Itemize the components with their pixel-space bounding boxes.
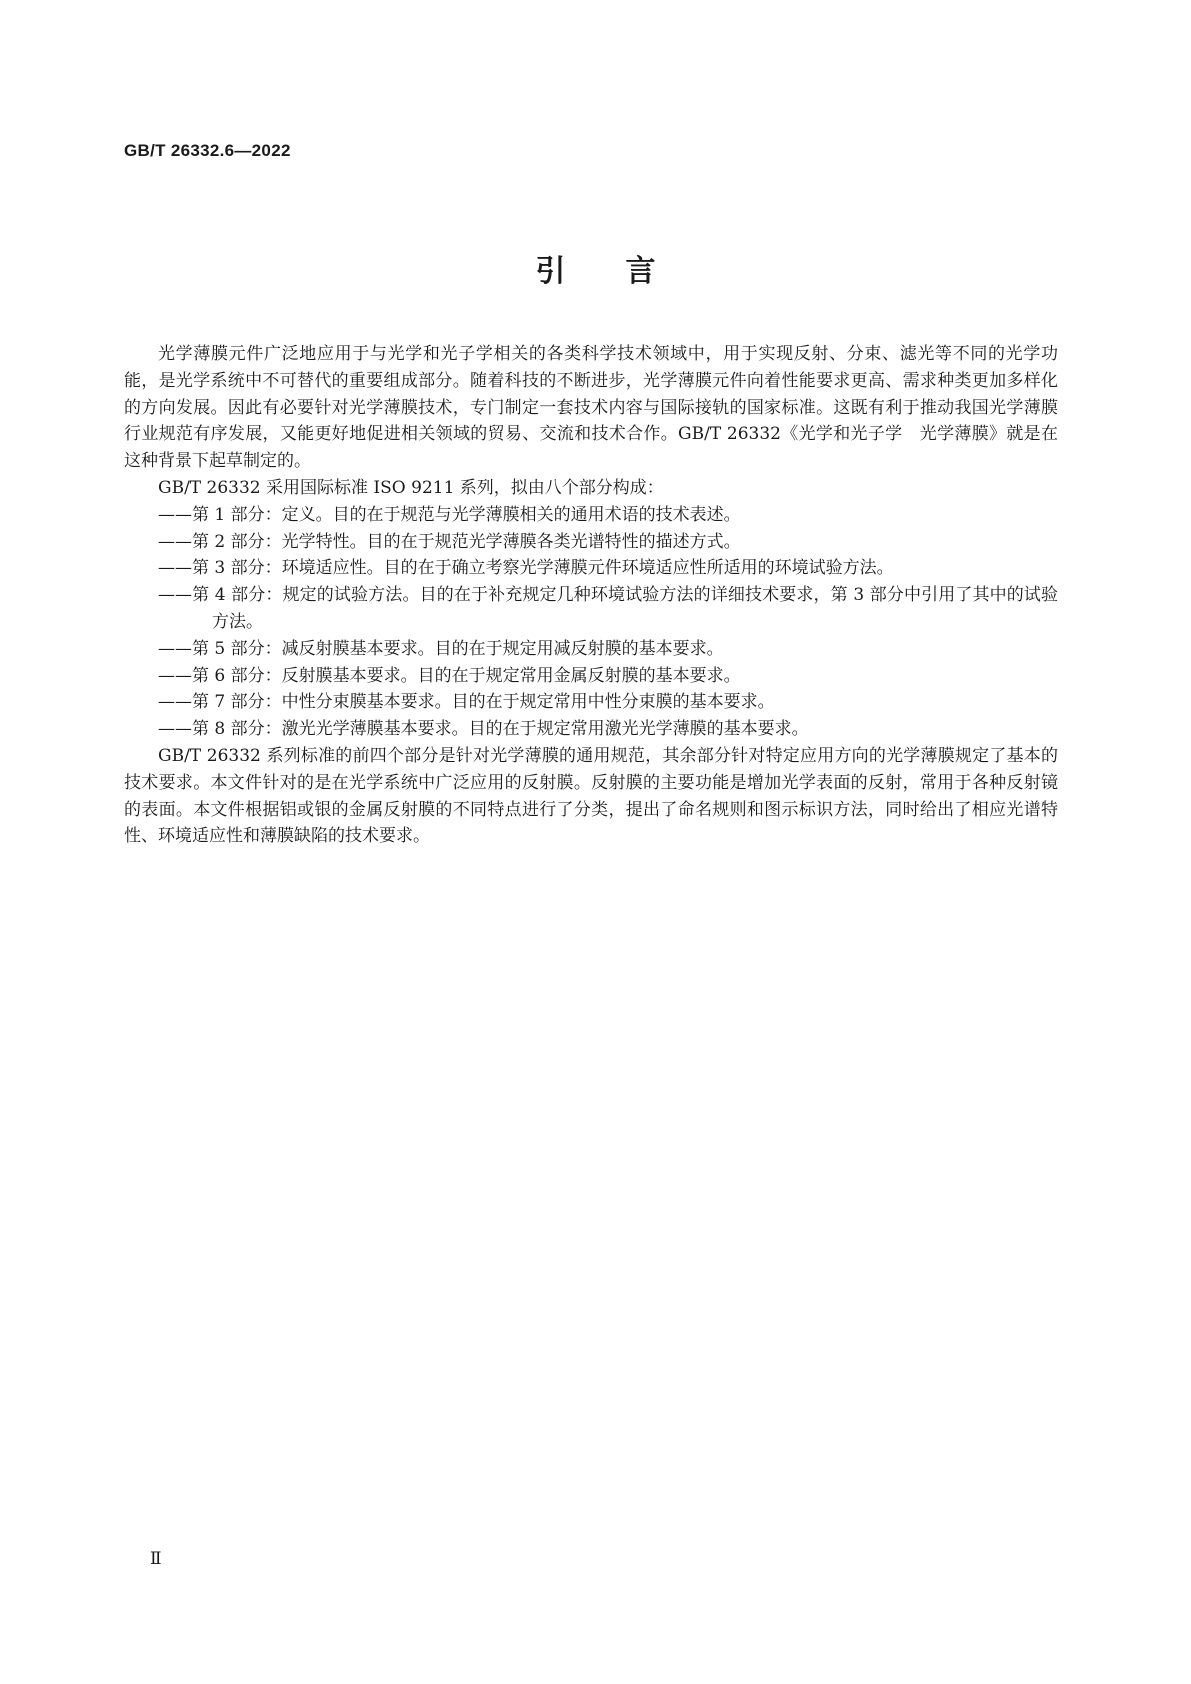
- part-list-item-4: ——第 4 部分：规定的试验方法。目的在于补充规定几种环境试验方法的详细技术要求，第 3 部分中引用了其中的试验方法。: [158, 585, 1058, 632]
- part-list-item-5: ——第 5 部分：减反射膜基本要求。目的在于规定用减反射膜的基本要求。: [158, 638, 724, 659]
- part-list-item-1: ——第 1 部分：定义。目的在于规范与光学薄膜相关的通用术语的技术表述。: [158, 504, 741, 525]
- standard-code: GB/T 26332.6—2022: [124, 141, 291, 160]
- part-list-item-3: ——第 3 部分：环境适应性。目的在于确立考察光学薄膜元件环境适应性所适用的环境试验方法。: [158, 558, 894, 579]
- intro-paragraph-1: 光学薄膜元件广泛地应用于与光学和光子学相关的各类科学技术领域中，用于实现反射、分束、滤光等不同的光学功能，是光学系统中不可替代的重要组成部分。随着科技的不断进步，光学薄膜元件向着性能要求更高、需求种类更加多样化的方向发展。因此有必要针对光学薄膜技术，专门制定一套技术内容与国际接轨的国家标准。这既有利于推动我国光学薄膜行业规范有序发展，又能更好地促进相关领域的贸易、交流和技术合作。GB/T 26332《光学和光子学 光学薄膜》就是在这种背景下起草制定的。: [124, 344, 1058, 472]
- intro-body: [124, 341, 1058, 850]
- part-list-item-2: ——第 2 部分：光学特性。目的在于规范光学薄膜各类光谱特性的描述方式。: [158, 531, 741, 552]
- intro-paragraph-3: GB/T 26332 系列标准的前四个部分是针对光学薄膜的通用规范，其余部分针对特定应用方向的光学薄膜规定了基本的技术要求。本文件针对的是在光学系统中广泛应用的反射膜。反射膜的主要功能是增加光学表面的反射，常用于各种反射镜的表面。本文件根据铝或银的金属反射膜的不同特点进行了分类，提出了命名规则和图示标识方法，同时给出了相应光谱特性、环境适应性和薄膜缺陷的技术要求。: [124, 745, 1058, 847]
- part-list-item-8: ——第 8 部分：激光光学薄膜基本要求。目的在于规定常用激光光学薄膜的基本要求。: [158, 719, 809, 740]
- page-title: 引言: [535, 254, 716, 289]
- part-list-item-6: ——第 6 部分：反射膜基本要求。目的在于规定常用金属反射膜的基本要求。: [158, 665, 741, 686]
- part-list-item-7: ——第 7 部分：中性分束膜基本要求。目的在于规定常用中性分束膜的基本要求。: [158, 692, 775, 713]
- intro-paragraph-2: GB/T 26332 采用国际标准 ISO 9211 系列，拟由八个部分构成：: [158, 477, 664, 498]
- page-number: Ⅱ: [150, 1549, 162, 1569]
